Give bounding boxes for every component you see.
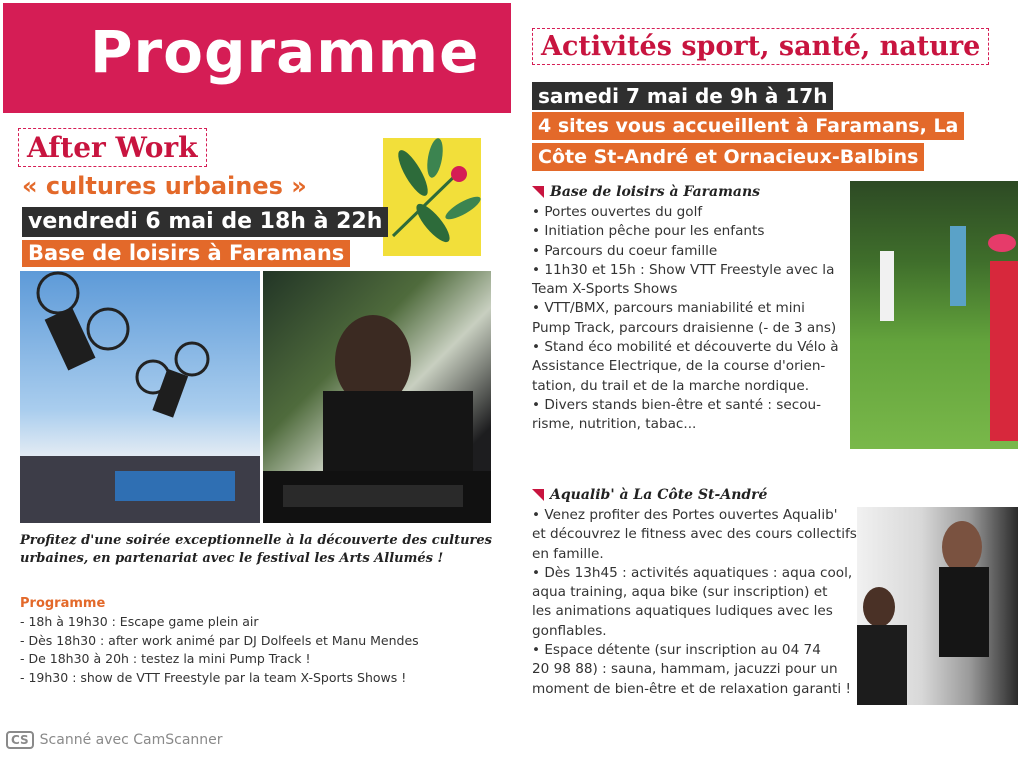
faramans-list — [532, 203, 839, 435]
dragonfly-icon — [383, 138, 481, 256]
list-item: et découvrez le fitness avec des cours collectifs — [532, 526, 857, 543]
camscanner-logo: CS — [6, 731, 34, 749]
date-band: vendredi 6 mai de 18h à 22h — [22, 207, 388, 237]
list-item: 20 98 88) : sauna, hammam, jacuzzi pour un — [532, 661, 838, 678]
dj-photo — [263, 271, 491, 523]
list-item: - 19h30 : show de VTT Freestyle par la team X-Sports Shows ! — [20, 669, 407, 685]
list-item: - De 18h30 à 20h : testez la mini Pump Track ! — [20, 651, 311, 666]
list-item: moment de bien-être et de relaxation garanti ! — [532, 680, 851, 697]
list-item: • Espace détente (sur inscription au 04 74 — [532, 642, 821, 659]
list-item: • VTT/BMX, parcours maniabilité et mini — [532, 300, 805, 317]
list-item: • Venez profiter des Portes ouvertes Aqualib' — [532, 507, 838, 523]
saturday-date-band: samedi 7 mai de 9h à 17h — [532, 82, 833, 110]
programme-heading: Programme — [20, 596, 106, 611]
aqualib-heading-text: Aqualib' à La Côte St-André — [550, 487, 768, 503]
watermark-text: Scanné avec CamScanner — [39, 732, 223, 748]
golf-photo — [850, 181, 1018, 449]
programme-list — [20, 613, 419, 687]
list-item: gonflables. — [532, 622, 607, 639]
event-caption: Profitez d'une soirée exceptionnelle à la découverte des cultures urbaines, en partenariat avec le festival les Arts Allumés ! — [20, 533, 492, 566]
after-work-title: After Work — [18, 128, 207, 167]
subtitle: « cultures urbaines » — [22, 172, 307, 200]
dragonfly-logo — [383, 138, 481, 256]
corner-marker-icon — [532, 186, 544, 198]
sites-band-line-2: Côte St-André et Ornacieux-Balbins — [532, 143, 924, 171]
list-item: les animations aquatiques ludiques avec les — [532, 603, 833, 620]
list-item: - Dès 18h30 : after work animé par DJ Dolfeels et Manu Mendes — [20, 632, 419, 648]
list-item: - 18h à 19h30 : Escape game plein air — [20, 614, 259, 629]
aqualib-heading — [532, 487, 767, 503]
sites-band-line-1: 4 sites vous accueillent à Faramans, La — [532, 112, 964, 140]
place-band: Base de loisirs à Faramans — [22, 240, 350, 267]
list-item: Pump Track, parcours draisienne (- de 3 ans) — [532, 319, 837, 336]
activities-title: Activités sport, santé, nature — [532, 28, 989, 65]
list-item: • Initiation pêche pour les enfants — [532, 223, 765, 240]
list-item: tation, du trail et de la marche nordique. — [532, 377, 810, 394]
list-item: risme, nutrition, tabac... — [532, 416, 697, 433]
faramans-heading — [532, 184, 760, 200]
list-item: Assistance Electrique, de la course d'orien- — [532, 358, 826, 375]
list-item: Team X-Sports Shows — [532, 281, 678, 298]
camscanner-watermark — [6, 731, 223, 749]
aqualib-list — [532, 506, 857, 699]
page-title: Programme — [90, 18, 480, 86]
list-item: aqua training, aqua bike (sur inscription) et — [532, 584, 828, 601]
list-item: • Stand éco mobilité et découverte du Vélo à — [532, 339, 839, 356]
list-item: • 11h30 et 15h : Show VTT Freestyle avec la — [532, 261, 835, 278]
list-item: • Dès 13h45 : activités aquatiques : aqua cool, — [532, 564, 853, 581]
bmx-photo — [20, 271, 260, 523]
list-item: en famille. — [532, 545, 604, 562]
fitness-photo — [857, 507, 1018, 705]
list-item: • Divers stands bien-être et santé : secou- — [532, 396, 822, 413]
list-item: • Parcours du coeur famille — [532, 242, 718, 259]
corner-marker-icon — [532, 489, 544, 501]
list-item: • Portes ouvertes du golf — [532, 204, 703, 220]
faramans-heading-text: Base de loisirs à Faramans — [550, 184, 761, 200]
